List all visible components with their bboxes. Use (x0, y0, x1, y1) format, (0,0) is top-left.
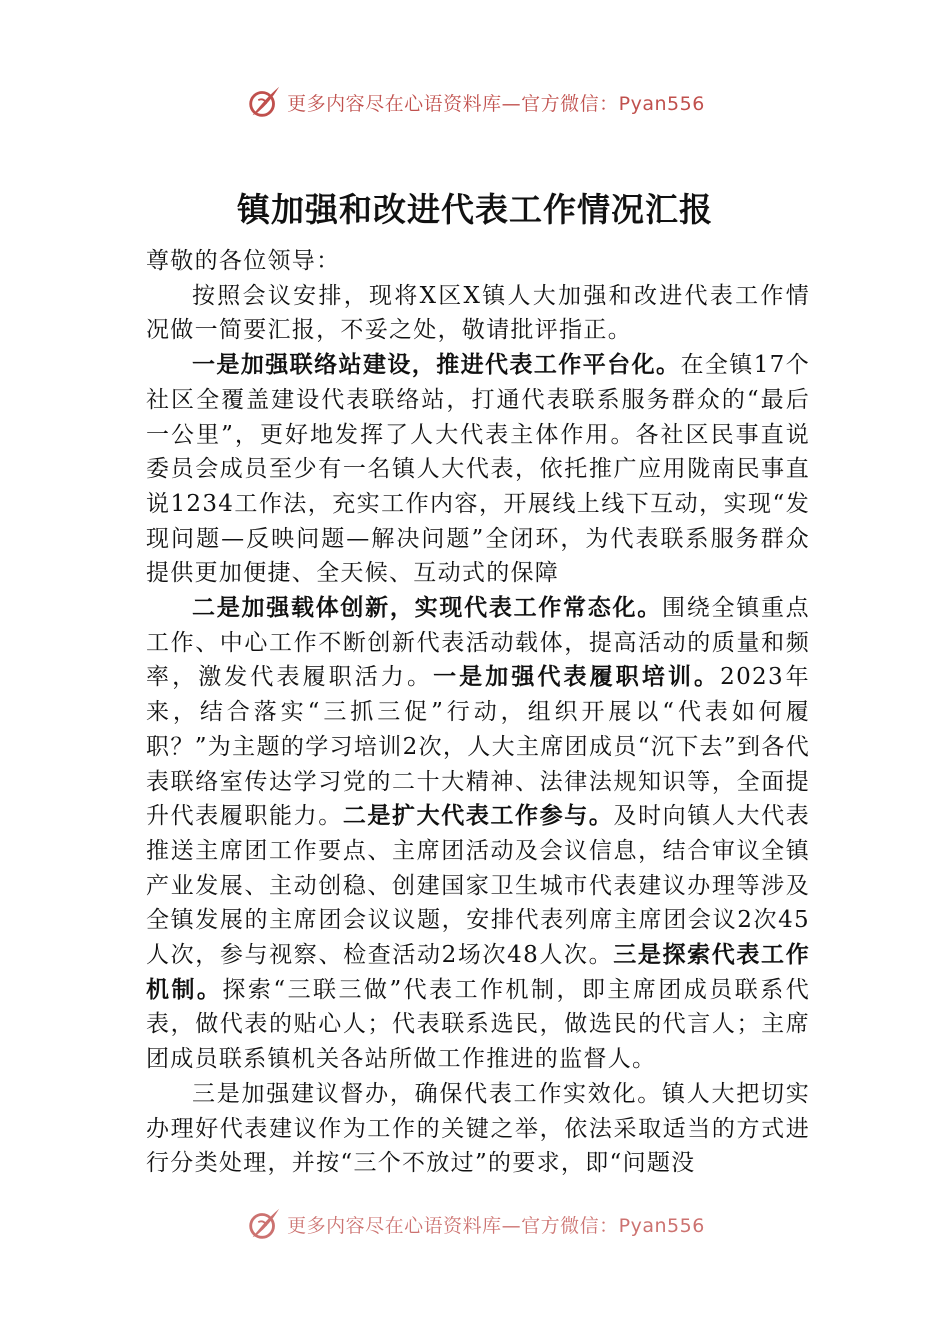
paragraph-2-heading: 二是加强载体创新，实现代表工作常态化。 (192, 594, 662, 622)
document-body (146, 244, 810, 1214)
paragraph-2-sub3-heading: 三是探索代表工作机制。 (146, 941, 810, 1003)
paragraph-2-sub2-heading: 二是扩大代表工作参与。 (342, 802, 614, 830)
paragraph-3: 三是加强建议督办，确保代表工作实效化。镇人大把切实办理好代表建议作为工作的关键之举，依法采取适当的方式进行分类处理，并按“三个不放过”的要求，即“问题没 (146, 1080, 810, 1177)
paragraph-1 (146, 348, 810, 591)
document-title: 镇加强和改进代表工作情况汇报 (237, 190, 713, 229)
watermark-text: 更多内容尽在心语资料库—官方微信：Pyan556 (287, 1214, 705, 1237)
paragraph-2 (146, 591, 810, 1077)
paragraph-2-sub1-text: 2023年来，结合落实“三抓三促”行动，组织开展以“代表如何履职？”为主题的学习培训2次，人大主席团成员“沉下去”到各代表联络室传达学习党的二十大精神、法律法规知识等，全面提升代表履职能力。 (146, 664, 810, 830)
intro-paragraph: 按照会议安排，现将X区X镇人大加强和改进代表工作情况做一简要汇报，不妥之处，敬请批评指正。 (146, 282, 810, 344)
paragraph-1-text: 在全镇17个社区全覆盖建设代表联络站，打通代表联系服务群众的“最后一公里”，更好地发挥了人大代表主体作用。各社区民事直说委员会成员至少有一名镇人大代表，依托推广应用陇南民事直说1234工作法，充实工作内容，开展线上线下互动，实现“发现问题—反映问题—解决问题”全闭环，为代表联系服务群众提供更加便捷、全天候、互动式的保障 (146, 352, 810, 587)
quill-logo-icon (245, 83, 283, 121)
paragraph-2-sub1-heading: 一是加强代表履职培训。 (433, 663, 721, 691)
paragraph-2-sub2-text: 及时向镇人大代表推送主席团工作要点、主席团活动及会议信息，结合审议全镇产业发展、主动创稳、创建国家卫生城市代表建议办理等涉及全镇发展的主席团会议议题，安排代表列席主席团会议2次45人次，参与视察、检查活动2场次48人次。 (146, 803, 810, 969)
watermark-banner-top (0, 82, 950, 122)
paragraph-2-sub3-text: 探索“三联三做”代表工作机制，即主席团成员联系代表，做代表的贴心人；代表联系选民，做选民的代言人；主席团成员联系镇机关各站所做工作推进的监督人。 (146, 976, 810, 1073)
quill-logo-icon (245, 1205, 283, 1243)
paragraph-2-text: 围绕全镇重点工作、中心工作不断创新代表活动载体，提高活动的质量和频率，激发代表履职活力。 (146, 595, 810, 691)
watermark-text: 更多内容尽在心语资料库—官方微信：Pyan556 (287, 92, 705, 115)
watermark-banner-bottom (0, 1204, 950, 1244)
paragraph-1-heading: 一是加强联络站建设，推进代表工作平台化。 (192, 351, 681, 379)
salutation: 尊敬的各位领导： (146, 248, 341, 274)
